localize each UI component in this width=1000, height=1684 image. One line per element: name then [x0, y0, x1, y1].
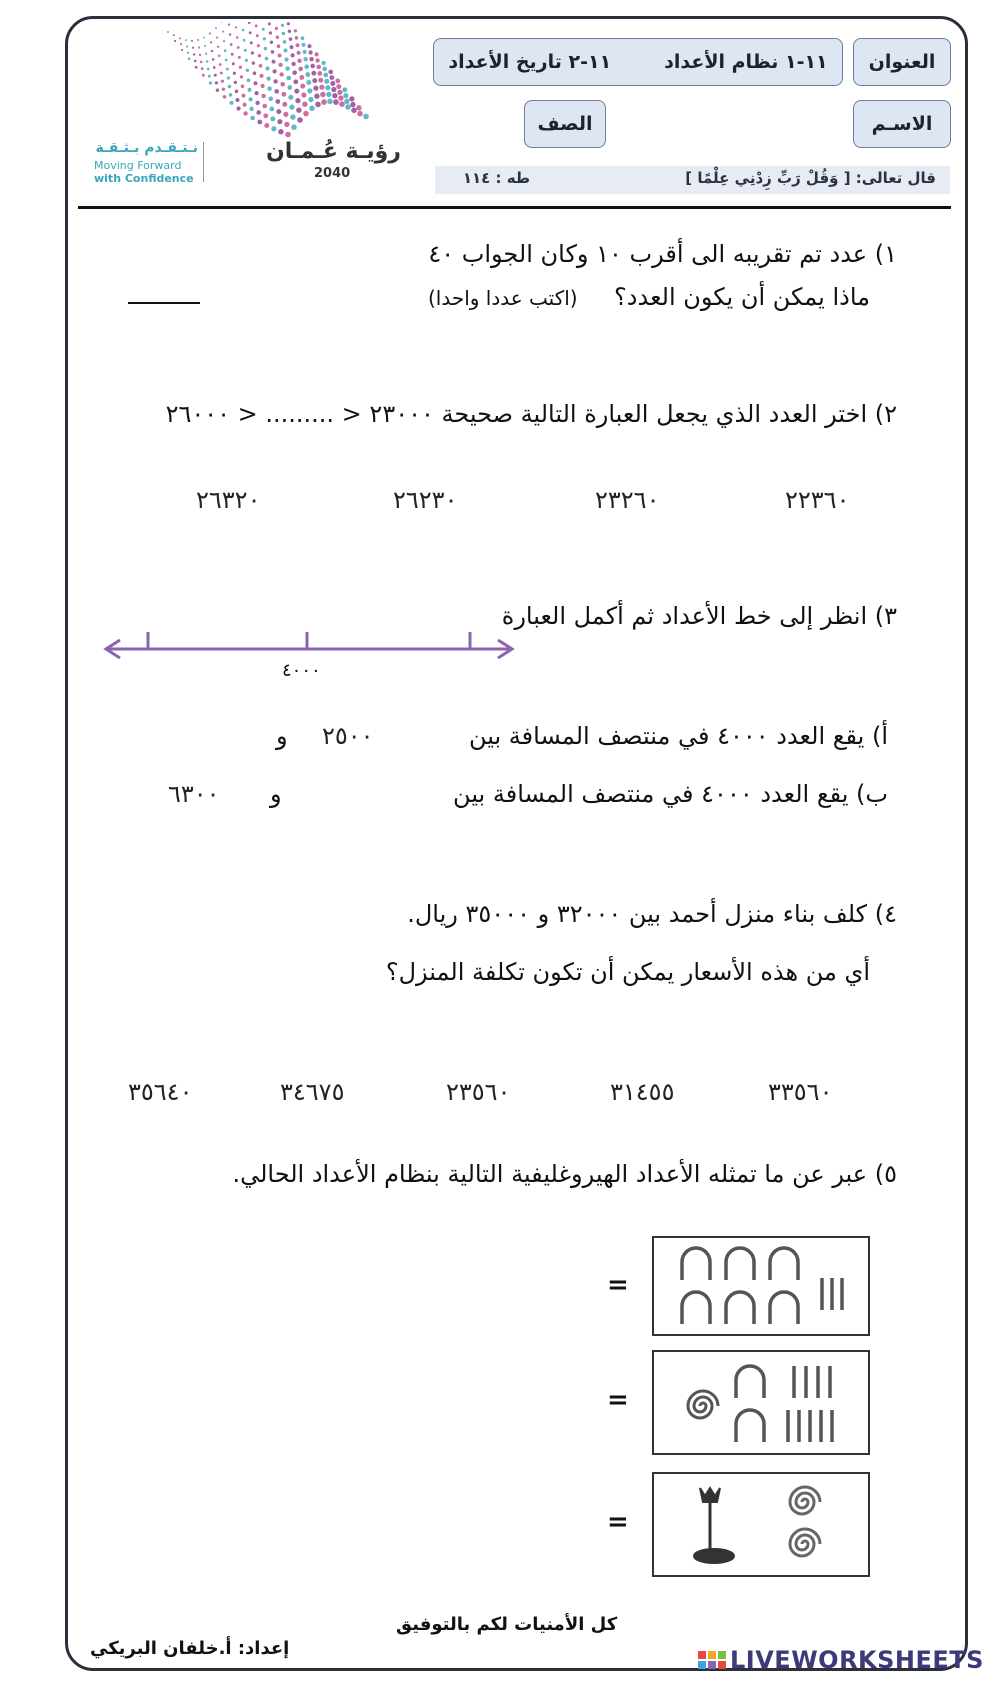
q3-part-a-and: و [276, 722, 288, 750]
q3-part-b: ب) يقع العدد ٤٠٠٠ في منتصف المسافة بين [453, 780, 888, 808]
q2-option-1[interactable]: ٢٢٣٦٠ [785, 486, 850, 514]
q4-option-1[interactable]: ٣٣٥٦٠ [768, 1078, 833, 1106]
q3-number-line-label: ٤٠٠٠ [282, 660, 321, 681]
footer-wishes: كل الأمنيات لكم بالتوفيق [396, 1614, 618, 1635]
q1-line2: ماذا يمكن أن يكون العدد؟ [614, 283, 870, 311]
logo-year: 2040 [314, 166, 351, 181]
title-label: العنوان [853, 38, 951, 86]
q3-question: ٣) انظر إلى خط الأعداد ثم أكمل العبارة [501, 602, 897, 630]
q3-part-a-blank[interactable] [170, 752, 260, 753]
q2-option-2[interactable]: ٢٣٢٦٠ [595, 486, 660, 514]
verse-reference: طه : ١١٤ [462, 169, 530, 187]
liveworksheets-brand: LIVEWORKSHEETS [730, 1646, 984, 1674]
q5-answer-2[interactable] [380, 1415, 580, 1417]
q1-answer-line[interactable] [128, 302, 200, 304]
liveworksheets-grid-icon [698, 1651, 726, 1669]
hieroglyph-60-3-icon [654, 1238, 868, 1334]
logo-brand-arabic: رؤيـة عُـمـان [266, 139, 401, 164]
verse-text: قال تعالى: [ وَقُلْ رَبِّ زِدْنِي عِلْمًا ] [685, 169, 936, 187]
q2-option-3[interactable]: ٢٦٢٣٠ [393, 486, 458, 514]
hieroglyph-box-2 [652, 1350, 870, 1455]
footer-author: إعداد: أ.خلفان البريكي [90, 1638, 290, 1659]
q4-line1: ٤) كلف بناء منزل أحمد بين ٣٢٠٠٠ و ٣٥٠٠٠ ريال. [407, 900, 897, 928]
q5-question: ٥) عبر عن ما تمثله الأعداد الهيروغليفية التالية بنظام الأعداد الحالي. [232, 1160, 897, 1188]
q3-part-a: أ) يقع العدد ٤٠٠٠ في منتصف المسافة بين [468, 722, 888, 750]
q4-line2: أي من هذه الأسعار يمكن أن تكون تكلفة المنزل؟ [385, 958, 870, 986]
oman-vision-logo [88, 22, 408, 197]
q3-part-b-and: و [270, 780, 282, 808]
logo-tagline-en-2: with Confidence [94, 172, 194, 185]
q2-question: ٢) اختر العدد الذي يجعل العبارة التالية صحيحة ٢٣٠٠٠ < ......... < ٢٦٠٠٠ [165, 400, 897, 428]
q1-hint: (اكتب عددا واحدا) [428, 286, 578, 310]
title-value: ١١-١ نظام الأعداد ١١-٢ تاريخ الأعداد [433, 38, 843, 86]
liveworksheets-logo [698, 1646, 984, 1674]
q4-option-5[interactable]: ٣٥٦٤٠ [128, 1078, 193, 1106]
class-label: الصف [524, 100, 606, 148]
q4-option-3[interactable]: ٢٣٥٦٠ [446, 1078, 511, 1106]
q3-part-b-blank[interactable] [300, 810, 410, 811]
q5-answer-3[interactable] [380, 1537, 580, 1539]
name-label: الاسـم [853, 100, 951, 148]
q4-option-2[interactable]: ٣١٤٥٥ [610, 1078, 675, 1106]
q2-option-4[interactable]: ٢٦٣٢٠ [196, 486, 261, 514]
hieroglyph-box-3 [652, 1472, 870, 1577]
hieroglyph-100-20-9-icon [654, 1352, 868, 1453]
q3-part-b-value: ٦٣٠٠ [168, 780, 220, 808]
q5-answer-1[interactable] [380, 1300, 580, 1302]
hieroglyph-box-1 [652, 1236, 870, 1336]
hieroglyph-1000-200-icon [654, 1474, 868, 1575]
logo-tagline-arabic: نـتـقـدم بـثـقـة [95, 140, 198, 156]
logo-divider [203, 142, 204, 182]
q3-part-a-value: ٢٥٠٠ [322, 722, 374, 750]
header-separator [78, 206, 951, 209]
q5-equals-3: = [607, 1507, 629, 1537]
q4-option-4[interactable]: ٣٤٦٧٥ [280, 1078, 345, 1106]
q5-equals-1: = [607, 1270, 629, 1300]
q5-equals-2: = [607, 1385, 629, 1415]
q1-line1: ١) عدد تم تقريبه الى أقرب ١٠ وكان الجواب ٤٠ [428, 240, 897, 268]
logo-tagline-en-1: Moving Forward [94, 159, 182, 172]
